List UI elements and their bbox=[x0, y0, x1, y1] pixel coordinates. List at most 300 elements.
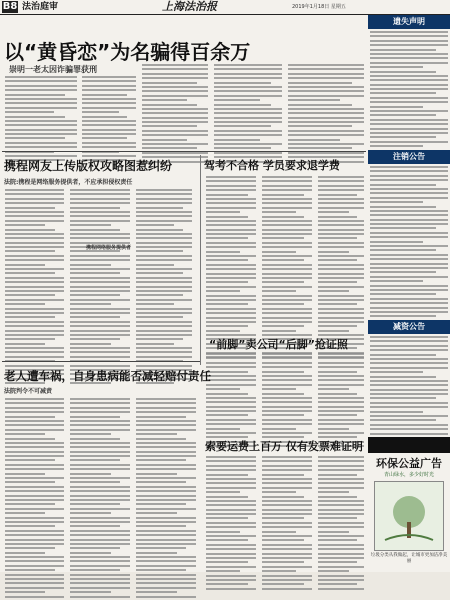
text-line bbox=[318, 553, 364, 555]
text-line bbox=[318, 465, 364, 467]
text-line bbox=[136, 281, 192, 283]
text-line bbox=[370, 188, 448, 190]
text-line bbox=[262, 588, 312, 590]
text-line bbox=[5, 591, 45, 593]
text-line bbox=[136, 565, 196, 567]
text-line bbox=[5, 429, 64, 431]
text-line bbox=[262, 295, 312, 297]
text-line bbox=[70, 277, 130, 279]
text-line bbox=[142, 112, 208, 114]
text-line bbox=[70, 264, 111, 266]
text-line bbox=[5, 464, 64, 466]
text-line bbox=[5, 325, 64, 327]
text-line bbox=[370, 214, 448, 216]
text-line bbox=[214, 143, 282, 145]
text-line bbox=[262, 388, 296, 390]
text-line bbox=[5, 499, 64, 501]
text-line bbox=[70, 521, 130, 523]
text-line bbox=[136, 347, 192, 349]
text-line bbox=[370, 84, 448, 86]
text-line bbox=[5, 142, 77, 144]
text-line bbox=[370, 293, 436, 295]
text-line bbox=[70, 481, 120, 483]
text-line bbox=[136, 578, 196, 580]
text-line bbox=[206, 299, 256, 301]
text-line bbox=[214, 139, 260, 141]
text-line bbox=[136, 303, 174, 305]
text-line bbox=[136, 547, 186, 549]
ad-text-1: 青山绿水，多少好时光 bbox=[383, 472, 434, 478]
text-line bbox=[142, 125, 197, 127]
text-line bbox=[136, 220, 192, 222]
text-line bbox=[206, 264, 256, 266]
text-line bbox=[5, 565, 64, 567]
text-line bbox=[136, 416, 186, 418]
text-line bbox=[136, 468, 196, 470]
text-line bbox=[318, 317, 364, 319]
text-line bbox=[136, 321, 192, 323]
text-line bbox=[5, 530, 64, 532]
text-line bbox=[318, 557, 364, 559]
text-line bbox=[262, 185, 312, 187]
text-line bbox=[206, 482, 256, 484]
text-line bbox=[262, 566, 312, 568]
text-line bbox=[288, 95, 364, 97]
text-line bbox=[288, 90, 364, 92]
text-line bbox=[206, 465, 256, 467]
main-body-col-5 bbox=[286, 64, 366, 148]
text-line bbox=[370, 101, 448, 103]
text-line bbox=[5, 495, 64, 497]
text-line bbox=[206, 513, 256, 515]
text-line bbox=[70, 442, 130, 444]
text-line bbox=[262, 353, 312, 355]
text-line bbox=[318, 229, 364, 231]
text-line bbox=[5, 398, 64, 400]
text-line bbox=[214, 77, 282, 79]
text-line bbox=[262, 216, 304, 218]
text-line bbox=[136, 455, 196, 457]
text-line bbox=[82, 107, 136, 109]
text-line bbox=[318, 321, 364, 323]
text-line bbox=[5, 215, 64, 217]
text-line bbox=[82, 120, 136, 122]
text-line bbox=[370, 311, 448, 313]
text-line bbox=[5, 85, 77, 87]
story6-col-2 bbox=[260, 456, 314, 568]
classified-sidebar bbox=[368, 15, 450, 572]
text-line bbox=[82, 102, 136, 104]
text-line bbox=[206, 211, 240, 213]
text-line bbox=[318, 579, 364, 581]
text-line bbox=[206, 432, 256, 434]
text-line bbox=[70, 486, 130, 488]
text-line bbox=[70, 424, 130, 426]
text-line bbox=[206, 566, 256, 568]
text-line bbox=[214, 73, 282, 75]
text-line bbox=[262, 423, 312, 425]
text-line bbox=[5, 534, 64, 536]
text-line bbox=[318, 233, 364, 235]
text-line bbox=[214, 104, 271, 106]
text-line bbox=[262, 419, 312, 421]
text-line bbox=[5, 582, 64, 584]
text-line bbox=[262, 456, 312, 458]
text-line bbox=[136, 365, 192, 367]
text-line bbox=[206, 456, 256, 458]
text-line bbox=[318, 423, 364, 425]
text-line bbox=[370, 136, 436, 138]
text-line bbox=[136, 534, 196, 536]
text-line bbox=[262, 229, 312, 231]
text-line bbox=[142, 143, 208, 145]
text-line bbox=[206, 237, 248, 239]
text-line bbox=[206, 277, 256, 279]
text-line bbox=[206, 330, 240, 332]
text-line bbox=[5, 107, 77, 109]
text-line bbox=[70, 446, 130, 448]
text-line bbox=[136, 299, 192, 301]
text-line bbox=[136, 351, 192, 353]
text-line bbox=[142, 68, 208, 70]
text-line bbox=[136, 330, 192, 332]
text-line bbox=[5, 543, 64, 545]
text-line bbox=[206, 357, 256, 359]
text-line bbox=[262, 544, 312, 546]
text-line bbox=[206, 255, 256, 257]
text-line bbox=[288, 86, 364, 88]
text-line bbox=[70, 503, 120, 505]
text-line bbox=[5, 407, 64, 409]
text-line bbox=[318, 496, 357, 498]
text-line bbox=[318, 176, 364, 178]
text-line bbox=[318, 273, 364, 275]
text-line bbox=[318, 185, 364, 187]
text-line bbox=[82, 142, 136, 144]
text-line bbox=[70, 512, 111, 514]
story2-subhead: 法院:携程是网络服务提供者，不应承担侵权责任 bbox=[4, 179, 133, 186]
text-line bbox=[136, 268, 192, 270]
ad-illustration bbox=[374, 481, 444, 551]
text-line bbox=[142, 134, 208, 136]
text-line bbox=[5, 525, 55, 527]
text-line bbox=[318, 531, 349, 533]
text-line bbox=[5, 420, 64, 422]
text-line bbox=[5, 569, 55, 571]
text-line bbox=[262, 312, 312, 314]
text-line bbox=[262, 198, 312, 200]
text-line bbox=[70, 552, 111, 554]
text-line bbox=[70, 596, 130, 598]
text-line bbox=[370, 31, 448, 33]
text-line bbox=[370, 110, 448, 112]
text-line bbox=[318, 406, 364, 408]
text-line bbox=[318, 371, 357, 373]
text-line bbox=[318, 207, 364, 209]
text-line bbox=[318, 237, 357, 239]
story2-inner-head: 携程网络服务提供者 bbox=[86, 245, 132, 251]
text-line bbox=[370, 35, 448, 37]
text-line bbox=[262, 366, 312, 368]
text-line bbox=[5, 316, 55, 318]
text-line bbox=[370, 380, 448, 382]
text-line bbox=[262, 579, 312, 581]
text-line bbox=[136, 451, 196, 453]
text-line bbox=[370, 106, 423, 108]
text-line bbox=[5, 259, 64, 261]
text-line bbox=[206, 290, 240, 292]
text-line bbox=[70, 312, 130, 314]
text-line bbox=[206, 229, 256, 231]
text-line bbox=[5, 299, 64, 301]
text-line bbox=[318, 500, 364, 502]
text-line bbox=[206, 321, 256, 323]
text-line bbox=[136, 286, 192, 288]
text-line bbox=[370, 66, 423, 68]
text-line bbox=[136, 530, 196, 532]
text-line bbox=[5, 578, 64, 580]
page-code: B8 bbox=[2, 1, 18, 12]
text-line bbox=[318, 379, 364, 381]
text-line bbox=[136, 224, 174, 226]
text-line bbox=[214, 130, 282, 132]
text-line bbox=[70, 198, 130, 200]
text-line bbox=[5, 512, 45, 514]
text-line bbox=[288, 152, 364, 154]
text-line bbox=[142, 152, 208, 154]
text-line bbox=[142, 77, 208, 79]
text-line bbox=[262, 401, 312, 403]
paper-name: 上海法治报 bbox=[162, 0, 217, 13]
text-line bbox=[136, 356, 192, 358]
story3-headline: 驾考不合格 学员要求退学费 bbox=[204, 159, 340, 172]
text-line bbox=[70, 543, 130, 545]
text-line bbox=[5, 137, 65, 139]
story5-col-1 bbox=[3, 398, 66, 568]
story5-col-3 bbox=[134, 398, 198, 568]
text-line bbox=[262, 496, 304, 498]
text-line bbox=[370, 315, 436, 317]
text-line bbox=[136, 539, 196, 541]
text-line bbox=[70, 525, 120, 527]
text-line bbox=[70, 308, 130, 310]
text-line bbox=[70, 560, 130, 562]
text-line bbox=[262, 379, 312, 381]
text-line bbox=[288, 112, 364, 114]
text-line bbox=[206, 388, 240, 390]
text-line bbox=[318, 295, 364, 297]
text-line bbox=[262, 357, 312, 359]
text-line bbox=[70, 224, 111, 226]
text-line bbox=[262, 303, 304, 305]
text-line bbox=[370, 371, 423, 373]
text-line bbox=[142, 82, 197, 84]
text-line bbox=[136, 490, 196, 492]
story6-col-1 bbox=[204, 456, 258, 568]
main-body-col-4 bbox=[212, 64, 284, 148]
text-line bbox=[370, 424, 448, 426]
text-line bbox=[206, 579, 256, 581]
text-line bbox=[70, 495, 130, 497]
text-line bbox=[136, 308, 192, 310]
text-line bbox=[206, 423, 256, 425]
text-line bbox=[206, 401, 256, 403]
text-line bbox=[70, 294, 120, 296]
text-line bbox=[5, 442, 64, 444]
text-line bbox=[288, 121, 364, 123]
text-line bbox=[136, 255, 192, 257]
text-line bbox=[70, 281, 130, 283]
text-line bbox=[5, 303, 45, 305]
text-line bbox=[318, 491, 349, 493]
text-line bbox=[82, 76, 136, 78]
text-line bbox=[70, 334, 130, 336]
main-headline: 以“黄昏恋”为名骗得百余万 bbox=[4, 40, 251, 64]
text-line bbox=[5, 539, 64, 541]
column-divider bbox=[200, 155, 201, 365]
text-line bbox=[370, 88, 448, 90]
text-line bbox=[5, 129, 77, 131]
text-line bbox=[206, 504, 256, 506]
text-line bbox=[206, 273, 256, 275]
text-line bbox=[206, 544, 256, 546]
text-line bbox=[70, 343, 111, 345]
text-line bbox=[5, 416, 55, 418]
text-line bbox=[70, 464, 130, 466]
text-line bbox=[370, 289, 448, 291]
text-line bbox=[136, 215, 192, 217]
text-line bbox=[5, 438, 55, 440]
text-line bbox=[5, 356, 64, 358]
text-line bbox=[288, 82, 352, 84]
text-line bbox=[5, 281, 64, 283]
text-line bbox=[262, 504, 312, 506]
text-line bbox=[70, 438, 120, 440]
story2-col-1 bbox=[3, 189, 66, 354]
text-line bbox=[5, 517, 64, 519]
text-line bbox=[262, 482, 312, 484]
text-line bbox=[206, 362, 256, 364]
text-line bbox=[370, 179, 448, 181]
text-line bbox=[142, 104, 197, 106]
text-line bbox=[370, 433, 448, 435]
text-line bbox=[5, 211, 64, 213]
text-line bbox=[5, 468, 64, 470]
text-line bbox=[288, 108, 364, 110]
text-line bbox=[206, 561, 248, 563]
text-line bbox=[5, 473, 45, 475]
text-line bbox=[318, 353, 364, 355]
text-line bbox=[136, 316, 183, 318]
text-line bbox=[370, 79, 448, 81]
text-line bbox=[206, 375, 256, 377]
text-line bbox=[136, 402, 196, 404]
text-line bbox=[5, 503, 55, 505]
text-line bbox=[70, 290, 130, 292]
text-line bbox=[318, 224, 364, 226]
text-line bbox=[82, 85, 136, 87]
text-line bbox=[318, 410, 364, 412]
text-line bbox=[5, 207, 55, 209]
text-line bbox=[136, 398, 196, 400]
story5-headline: 老人遭车祸，自身患病能否减轻赔付责任 bbox=[4, 369, 211, 383]
text-line bbox=[136, 193, 192, 195]
text-line bbox=[262, 375, 312, 377]
text-line bbox=[5, 347, 64, 349]
text-line bbox=[5, 351, 64, 353]
text-line bbox=[136, 587, 196, 589]
text-line bbox=[288, 77, 364, 79]
text-line bbox=[5, 116, 65, 118]
text-line bbox=[214, 64, 282, 66]
text-line bbox=[318, 303, 357, 305]
text-line bbox=[5, 477, 64, 479]
text-line bbox=[318, 290, 349, 292]
text-line bbox=[370, 415, 448, 417]
text-line bbox=[370, 362, 448, 364]
text-line bbox=[288, 143, 364, 145]
text-line bbox=[318, 180, 364, 182]
text-line bbox=[262, 410, 312, 412]
text-line bbox=[5, 98, 77, 100]
text-line bbox=[206, 194, 248, 196]
text-line bbox=[262, 522, 312, 524]
text-line bbox=[142, 117, 208, 119]
text-line bbox=[214, 152, 282, 154]
text-line bbox=[262, 180, 312, 182]
text-line bbox=[136, 259, 192, 261]
text-line bbox=[136, 552, 177, 554]
text-line bbox=[206, 202, 256, 204]
text-line bbox=[70, 202, 130, 204]
text-line bbox=[370, 340, 448, 342]
text-line bbox=[70, 578, 130, 580]
text-line bbox=[70, 325, 130, 327]
text-line bbox=[206, 553, 256, 555]
text-line bbox=[262, 557, 312, 559]
text-line bbox=[318, 281, 357, 283]
text-line bbox=[262, 224, 312, 226]
text-line bbox=[318, 216, 357, 218]
text-line bbox=[136, 560, 196, 562]
text-line bbox=[370, 336, 448, 338]
text-line bbox=[136, 477, 196, 479]
text-line bbox=[70, 451, 130, 453]
text-line bbox=[370, 201, 423, 203]
text-line bbox=[206, 216, 248, 218]
text-line bbox=[5, 89, 77, 91]
text-line bbox=[262, 397, 312, 399]
text-line bbox=[142, 73, 208, 75]
text-line bbox=[370, 223, 448, 225]
text-line bbox=[318, 504, 364, 506]
text-line bbox=[5, 146, 77, 148]
text-line bbox=[206, 588, 256, 590]
text-line bbox=[370, 97, 448, 99]
text-line bbox=[318, 357, 364, 359]
text-line bbox=[70, 574, 130, 576]
text-line bbox=[5, 277, 64, 279]
text-line bbox=[136, 229, 183, 231]
text-line bbox=[262, 491, 296, 493]
text-line bbox=[318, 277, 364, 279]
text-line bbox=[136, 334, 192, 336]
text-line bbox=[206, 469, 256, 471]
text-line bbox=[370, 276, 448, 278]
text-line bbox=[214, 134, 282, 136]
text-line bbox=[142, 64, 208, 66]
text-line bbox=[70, 582, 130, 584]
